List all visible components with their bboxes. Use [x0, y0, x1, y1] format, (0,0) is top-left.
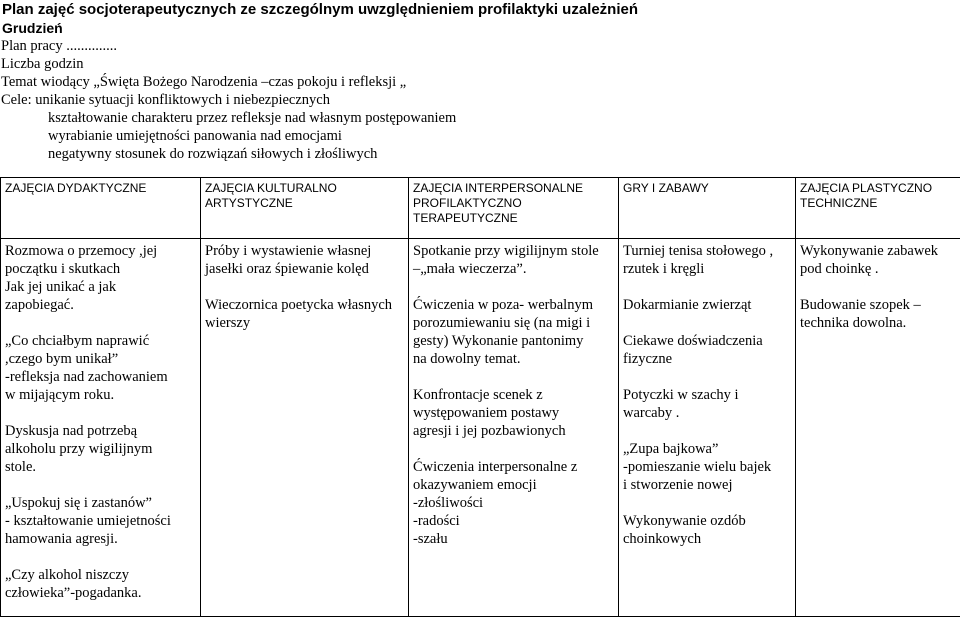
- activity-line: rzutek i kręgli: [623, 261, 705, 277]
- activity-line: warcaby .: [623, 405, 680, 421]
- activity-line: człowieka”-pogadanka.: [5, 585, 142, 601]
- table-cell-interpersonalne: [409, 239, 619, 617]
- column-header: GRY I ZABAWY: [619, 178, 796, 239]
- intro-line: Plan pracy ..............: [1, 38, 117, 54]
- activity-line: choinkowych: [623, 531, 702, 547]
- activity-line: Ciekawe doświadczenia: [623, 333, 763, 349]
- activity-line: okazywaniem emocji: [413, 477, 537, 493]
- activity-item: [5, 566, 196, 602]
- activity-line: Wykonywanie ozdób: [623, 513, 746, 529]
- activity-line: hamowania agresji.: [5, 531, 118, 547]
- activity-item: [413, 458, 614, 548]
- intro-line: Liczba godzin: [1, 56, 84, 72]
- activity-item: [800, 242, 956, 278]
- activity-item: [5, 242, 196, 314]
- activity-line: -radości: [413, 513, 460, 529]
- activity-line: agresji i jej pozbawionych: [413, 423, 566, 439]
- activity-line: Konfrontacje scenek z: [413, 387, 543, 403]
- activity-line: „Czy alkohol niszczy: [5, 567, 130, 583]
- activity-line: „Zupa bajkowa”: [623, 441, 719, 457]
- activity-item: [205, 296, 404, 332]
- activity-item: [5, 422, 196, 476]
- activity-line: gesty) Wykonanie pantonimy: [413, 333, 584, 349]
- activity-line: początku i skutkach: [5, 261, 121, 277]
- activity-line: jasełki oraz śpiewanie kolęd: [205, 261, 369, 277]
- activity-line: Jak jej unikać a jak: [5, 279, 117, 295]
- activity-line: Turniej tenisa stołowego ,: [623, 243, 774, 259]
- activity-line: -refleksja nad zachowaniem: [5, 369, 168, 385]
- activity-line: Budowanie szopek –: [800, 297, 921, 313]
- activity-item: [413, 296, 614, 368]
- activity-line: ,czego bym unikał”: [5, 351, 119, 367]
- activity-line: „Co chciałbym naprawić: [5, 333, 150, 349]
- activity-line: -złośliwości: [413, 495, 484, 511]
- column-header: ZAJĘCIA PLASTYCZNO TECHNICZNE: [796, 178, 960, 239]
- activity-line: porozumiewaniu się (na migi i: [413, 315, 591, 331]
- activity-line: Potyczki w szachy i: [623, 387, 739, 403]
- goal-line: wyrabianie umiejętności panowania nad emocjami: [48, 128, 342, 144]
- month-label: Grudzień: [2, 20, 63, 36]
- activity-line: Spotkanie przy wigilijnym stole: [413, 243, 599, 259]
- activity-line: w mijającym roku.: [5, 387, 115, 403]
- intro-line: Temat wiodący „Święta Bożego Narodzenia –czas pokoju i refleksji „: [1, 74, 407, 90]
- table-cell-plastyczno-techniczne: [796, 239, 960, 617]
- activity-line: -szału: [413, 531, 448, 547]
- goal-line: kształtowanie charakteru przez refleksje nad własnym postępowaniem: [48, 110, 457, 126]
- activity-line: - kształtowanie umiejetności: [5, 513, 171, 529]
- activity-line: Wieczornica poetycka własnych: [205, 297, 393, 313]
- table-cell-gry-i-zabawy: [619, 239, 796, 617]
- activity-item: [205, 242, 404, 278]
- activity-line: fizyczne: [623, 351, 673, 367]
- activity-line: zapobiegać.: [5, 297, 74, 313]
- intro-line: Cele: unikanie sytuacji konfliktowych i niebezpiecznych: [1, 92, 330, 108]
- activity-line: występowaniem postawy: [413, 405, 560, 421]
- activity-item: [623, 296, 791, 314]
- column-header: ZAJĘCIA INTERPERSONALNE PROFILAKTYCZNO TERAPEUTYCZNE: [409, 178, 619, 239]
- activity-item: [623, 512, 791, 548]
- intro-section: [0, 37, 456, 163]
- activity-item: [5, 332, 196, 404]
- table-row: [1, 239, 960, 617]
- activity-line: stole.: [5, 459, 37, 475]
- table-cell-dydaktyczne: [1, 239, 201, 617]
- activity-line: Rozmowa o przemocy ,jej: [5, 243, 158, 259]
- activity-line: Ćwiczenia interpersonalne z: [413, 459, 578, 475]
- table-cell-kulturalno-artystyczne: [201, 239, 409, 617]
- activity-line: Ćwiczenia w poza- werbalnym: [413, 297, 593, 313]
- activity-line: Próby i wystawienie własnej: [205, 243, 372, 259]
- activity-line: alkoholu przy wigilijnym: [5, 441, 153, 457]
- activity-item: [800, 296, 956, 332]
- activity-line: i stworzenie nowej: [623, 477, 733, 493]
- activity-item: [623, 386, 791, 422]
- goal-line: negatywny stosunek do rozwiązań siłowych i złośliwych: [48, 146, 378, 162]
- activities-table: [0, 177, 960, 617]
- activity-line: -pomieszanie wielu bajek: [623, 459, 772, 475]
- column-header: ZAJĘCIA KULTURALNO ARTYSTYCZNE: [201, 178, 409, 239]
- document-title: Plan zajęć socjoterapeutycznych ze szczególnym uwzględnieniem profilaktyki uzależnień: [2, 1, 639, 18]
- activity-line: technika dowolna.: [800, 315, 907, 331]
- activity-line: „Uspokuj się i zastanów”: [5, 495, 152, 511]
- activity-line: pod choinkę .: [800, 261, 879, 277]
- table-header-row: [1, 178, 960, 239]
- activity-item: [413, 242, 614, 278]
- activity-line: Wykonywanie zabawek: [800, 243, 939, 259]
- activity-line: Dyskusja nad potrzebą: [5, 423, 138, 439]
- activity-item: [623, 332, 791, 368]
- activity-item: [413, 386, 614, 440]
- activity-item: [623, 440, 791, 494]
- activity-line: –„mała wieczerza”.: [413, 261, 527, 277]
- column-header: ZAJĘCIA DYDAKTYCZNE: [1, 178, 201, 239]
- activity-item: [623, 242, 791, 278]
- activity-line: na dowolny temat.: [413, 351, 521, 367]
- activity-line: wierszy: [205, 315, 251, 331]
- activity-item: [5, 494, 196, 548]
- activity-line: Dokarmianie zwierząt: [623, 297, 752, 313]
